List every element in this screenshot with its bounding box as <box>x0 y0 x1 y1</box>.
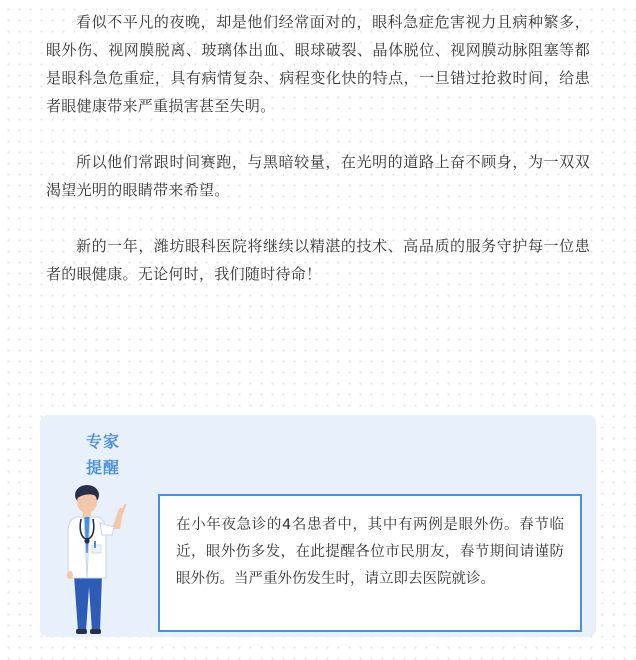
expert-tip-title <box>80 429 126 481</box>
article-body <box>46 0 590 288</box>
expert-tip-title-line2: 提醒 <box>85 458 120 477</box>
expert-tip-title-line1: 专家 <box>85 432 120 451</box>
paragraph-new-year-commitment: 新的一年，潍坊眼科医院将继续以精湛的技术、高品质的服务守护每一位患者的眼健康。无论何时，我们随时待命！ <box>46 237 590 283</box>
doctor-illustration-icon <box>54 483 154 637</box>
expert-tip-box <box>158 494 582 632</box>
paragraph-race-against-time: 所以他们常跟时间赛跑，与黑暗较量，在光明的道路上奋不顾身，为一双双渴望光明的眼睛带来希望。 <box>46 153 590 199</box>
expert-tip-card <box>40 415 596 637</box>
expert-tip-text: 在小年夜急诊的4名患者中，其中有两例是眼外伤。春节临近，眼外伤多发，在此提醒各位市民朋友，春节期间请谨防眼外伤。当严重外伤发生时，请立即去医院就诊。 <box>176 517 564 587</box>
paragraph-emergency-cases: 看似不平凡的夜晚，却是他们经常面对的，眼科急症危害视力且病种繁多，眼外伤、视网膜脱离、玻璃体出血、眼球破裂、晶体脱位、视网膜动脉阻塞等都是眼科急危重症，具有病情复杂、病程变化快的特点，一旦错过抢救时间，给患者眼健康带来严重损害甚至失明。 <box>46 13 590 115</box>
